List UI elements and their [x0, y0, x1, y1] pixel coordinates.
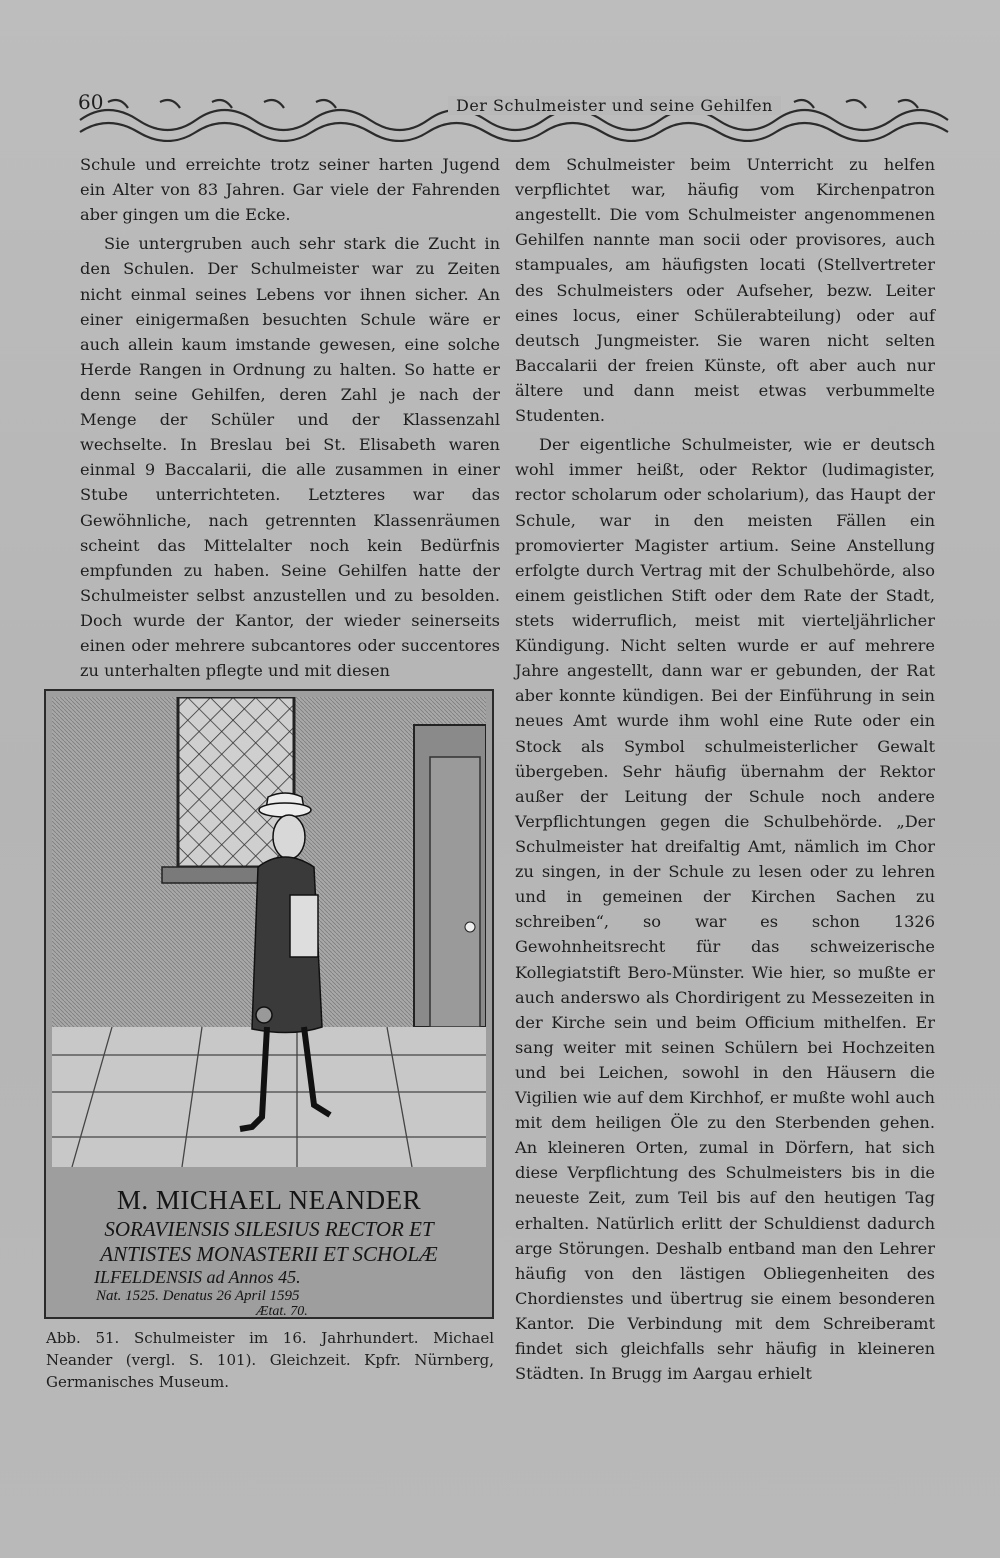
figure-inscription-line: SORAVIENSIS SILESIUS RECTOR ET: [104, 1217, 434, 1241]
schoolmaster-engraving: [52, 697, 486, 1167]
figure-inscription-line: ANTISTES MONASTERII ET SCHOLÆ: [100, 1242, 438, 1266]
left-column: [80, 152, 500, 683]
running-title: Der Schulmeister und seine Gehilfen: [448, 96, 781, 115]
paragraph: Sie untergruben auch sehr stark die Zucht in den Schulen. Der Schulmeister war zu Zeiten nicht einmal seines Lebens vor ihnen sicher. An einer einigermaßen besuchten Schule wäre er auch allein kaum imstande gewesen, eine solche Herde Rangen in Ordnung zu halten. So hatte er denn seine Gehilfen, deren Zahl je nach der Menge der Schüler und der Klassenzahl wechselte. In Breslau bei St. Elisabeth waren einmal 9 Baccalarii, die alle zusammen in einer Stube unterrichteten. Letzteres war das Gewöhnliche, nach getrennten Klassenräumen scheint das Mittelalter noch kein Bedürfnis empfunden zu haben. Seine Gehilfen hatte der Schulmeister selbst anzustellen und zu besolden. Doch wurde der Kantor, der wieder seinerseits einen oder mehrere subcantores oder succentores zu unterhalten pflegte und mit diesen: [80, 234, 500, 681]
figure-inscription-dates: Nat. 1525. Denatus 26 April 1595: [96, 1288, 300, 1304]
page-number: 60: [78, 90, 104, 114]
paragraph: dem Schulmeister beim Unterricht zu helfen verpflichtet war, häufig vom Kirchenpatron angestellt. Die vom Schulmeister angenommenen Gehilfen nannte man socii oder provisores, auch stampuales, am häufigsten locati (Stellvertreter des Schulmeisters oder Aufseher, bezw. Leiter eines locus, einer Schülerabteilung) oder auf deutsch Jungmeister. Sie waren nicht selten Baccalarii der freien Künste, oft aber auch nur ältere und dann meist etwas verbummelte Studenten.: [515, 155, 935, 426]
right-column: [515, 152, 935, 1386]
engraving-figure: [44, 689, 494, 1319]
page-header: [78, 92, 950, 142]
figure-inscription-line: ILFELDENSIS ad Annos 45.: [94, 1267, 301, 1287]
paragraph: Der eigentliche Schulmeister, wie er deutsch wohl immer heißt, oder Rektor (ludimagister, rector scholarum oder scholarium), das Haupt der Schule, war in den meisten Fällen ein promovierter Magister artium. Seine Anstellung erfolgte durch Vertrag mit der Schulbehörde, also einem geistlichen Stift oder dem Rate der Stadt, stets widerruflich, meist mit vierteljährlicher Kündigung. Nicht selten wurde er auf mehrere Jahre angestellt, dann war er gebunden, der Rat aber konnte kündigen. Bei der Einführung in sein neues Amt wurde ihm wohl eine Rute oder ein Stock als Symbol schulmeisterlicher Gewalt übergeben. Sehr häufig übernahm der Rektor außer der Leitung der Schule noch andere Verpflichtungen gegen die Schulbehörde. „Der Schulmeister hat dreifaltig Amt, nämlich im Chor zu singen, in der Schule zu lesen oder zu lehren und in gemeinen der Kirchen Sachen zu schreiben“, so war es schon 1326 Gewohnheitsrecht für das schweizerische Kollegiatstift Bero-Münster. Wie hier, so mußte er auch anderswo als Chordirigent zu Messezeiten in der Kirche sein und beim Officium mithelfen. Er sang weiter mit seinen Schülern bei Hochzeiten und bei Leichen, sowohl in den Häusern die Vigilien wie auf dem Kirchhof, er mußte wohl auch mit dem heiligen Öle zu den Sterbenden gehen. An kleineren Orten, zumal in Dörfern, hat sich diese Verpflichtung des Schulmeisters bis in die neueste Zeit, zum Teil bis auf den heutigen Tag erhalten. Natürlich erlitt der Schuldienst dadurch arge Störungen. Deshalb entband man den Lehrer häufig von den lästigen Obliegenheiten des Chordienstes und übertrug sie einem besonderen Kantor. Die Verbindung mit dem Schreiberamt findet sich gleichfalls sehr häufig in kleineren Städten. In Brugg im Aargau erhielt: [515, 435, 935, 1384]
paragraph: Schule und erreichte trotz seiner harten Jugend ein Alter von 83 Jahren. Gar viele der Fahrenden aber gingen um die Ecke.: [80, 155, 500, 225]
figure-inscription-name: M. MICHAEL NEANDER: [116, 1185, 422, 1215]
figure-caption: Abb. 51. Schulmeister im 16. Jahrhundert. Michael Neander (vergl. S. 101). Gleichzeit. Kpfr. Nürnberg, Germanisches Museum.: [46, 1329, 494, 1391]
figure-inscription-age: Ætat. 70.: [256, 1304, 308, 1319]
